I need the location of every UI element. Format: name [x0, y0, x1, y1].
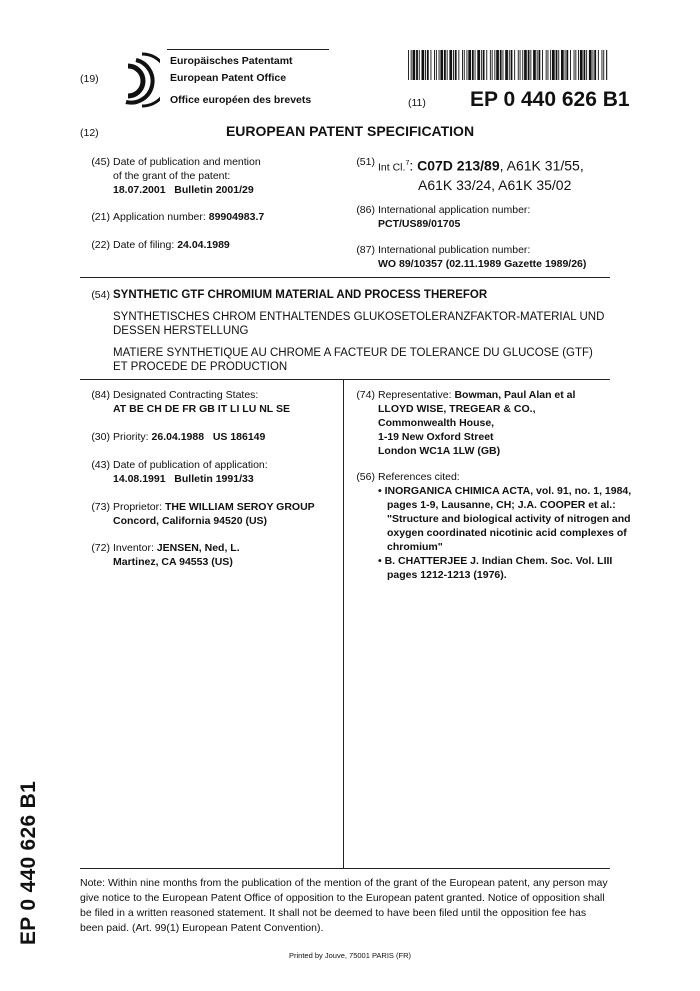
barcode-bar: [522, 50, 523, 80]
reference-text: B. CHATTERJEE J. Indian Chem. Soc. Vol. LIII pages 1212-1213 (1976).: [384, 555, 613, 581]
field-51-code: (51): [356, 156, 375, 168]
barcode-bar: [594, 50, 596, 80]
barcode-bar: [492, 50, 493, 80]
field-84-label: Designated Contracting States:: [113, 389, 259, 401]
field-45-code: (45): [91, 156, 110, 168]
printer-line: Printed by Jouve, 75001 PARIS (FR): [289, 951, 411, 960]
barcode-bar: [552, 50, 555, 80]
field-45-value: 18.07.2001 Bulletin 2001/29: [113, 184, 254, 196]
barcode-bar: [467, 50, 468, 80]
barcode: [408, 50, 608, 80]
barcode-bar: [511, 50, 513, 80]
field-30-value: 26.04.1988 US 186149: [151, 431, 266, 443]
barcode-bar: [530, 50, 531, 80]
barcode-bar: [561, 50, 564, 80]
field-45-label-2: of the grant of the patent:: [113, 170, 231, 182]
field-73-code: (73): [91, 501, 110, 513]
barcode-bar: [584, 50, 586, 80]
barcode-bar: [434, 50, 435, 80]
barcode-bar: [566, 50, 568, 80]
barcode-bar: [603, 50, 604, 80]
barcode-bar: [558, 50, 559, 80]
barcode-bar: [606, 50, 607, 80]
barcode-bar: [490, 50, 491, 80]
barcode-bar: [578, 50, 579, 80]
field-87-label: International publication number:: [378, 244, 531, 256]
barcode-bar: [602, 50, 603, 80]
barcode-bar: [449, 50, 452, 80]
representative-line: 1-19 New Oxford Street: [378, 431, 494, 443]
inventor-address: Martinez, CA 94553 (US): [113, 556, 233, 568]
field-51-label: Int Cl.: [378, 161, 406, 174]
representative-line: Commonwealth House,: [378, 417, 495, 429]
barcode-bar: [486, 50, 487, 80]
barcode-bar: [425, 50, 426, 80]
office-name-fr: Office européen des brevets: [170, 94, 312, 106]
barcode-bar: [447, 50, 448, 80]
barcode-bar: [509, 50, 510, 80]
barcode-bar: [589, 50, 592, 80]
rule-above-note: [80, 868, 610, 869]
field-86-code: (86): [356, 204, 375, 216]
field-87-code: (87): [356, 244, 375, 256]
field-30-label: Priority:: [113, 431, 149, 443]
field-51-sup: 7: [405, 160, 410, 167]
code-11: (11): [408, 97, 426, 109]
field-22-code: (22): [91, 239, 110, 251]
field-21-value: 89904983.7: [208, 211, 265, 223]
field-74-code: (74): [356, 389, 375, 401]
barcode-bar: [514, 50, 515, 80]
opposition-note: Note: Within nine months from the publication of the mention of the grant of the European patent, any person may give notice to the European Patent Office of opposition to the European patent granted. Notice of opposition shall be filed in a written reasoned statement. It shall not be deemed to have been filed until the opposition fee has been paid. (Art. 99(1) European Patent Convention).: [80, 877, 608, 934]
proprietor-name: THE WILLIAM SEROY GROUP: [164, 501, 315, 513]
epo-logo: [112, 50, 160, 108]
barcode-bar: [494, 50, 495, 80]
field-51-rest-1: , A61K 31/55,: [499, 157, 584, 174]
reference-item: • B. CHATTERJEE J. Indian Chem. Soc. Vol. LIII pages 1212-1213 (1976).: [378, 555, 613, 581]
barcode-bar: [528, 50, 530, 80]
barcode-bar: [598, 50, 599, 80]
barcode-bar: [565, 50, 566, 80]
barcode-bar: [477, 50, 480, 80]
column-divider: [343, 379, 344, 868]
field-54-code: (54): [91, 289, 110, 301]
barcode-bar: [503, 50, 504, 80]
side-publication-number: EP 0 440 626 B1: [17, 780, 40, 945]
field-56-code: (56): [356, 471, 375, 483]
barcode-bar: [550, 50, 551, 80]
barcode-bar: [575, 50, 576, 80]
barcode-bar: [413, 50, 416, 80]
office-name-en: European Patent Office: [170, 72, 287, 84]
barcode-bar: [475, 50, 476, 80]
field-21-label: Application number:: [113, 211, 206, 223]
field-72-label: Inventor:: [113, 542, 154, 554]
reference-item: • INORGANICA CHIMICA ACTA, vol. 91, no. 1, 1984, pages 1-9, Lausanne, CH; J.A. COOPER et al.: "Structure and biological activity of nitrogen and oxygen coordinated nicotinic acid complexes of chromium": [378, 485, 632, 553]
document-type: EUROPEAN PATENT SPECIFICATION: [225, 123, 475, 139]
barcode-bar: [408, 50, 409, 80]
field-43-code: (43): [91, 459, 110, 471]
barcode-bar: [542, 50, 543, 80]
barcode-bar: [431, 50, 432, 80]
field-45-label-1: Date of publication and mention: [113, 156, 261, 168]
barcode-bar: [500, 50, 502, 80]
reference-text: INORGANICA CHIMICA ACTA, vol. 91, no. 1, 1984, pages 1-9, Lausanne, CH; J.A. COOPER et al.: "Structure and biological activity of nitrogen and oxygen coordinated nicotinic acid complexes of chromium": [384, 485, 632, 553]
representative-name: Bowman, Paul Alan et al: [454, 389, 576, 401]
field-51-line-2: A61K 33/24, A61K 35/02: [418, 176, 572, 193]
representative-line: London WC1A 1LW (GB): [378, 445, 501, 457]
barcode-bar: [533, 50, 536, 80]
field-22-value: 24.04.1989: [177, 239, 230, 251]
field-21-code: (21): [91, 211, 110, 223]
field-87-value: WO 89/10357 (02.11.1989 Gazette 1989/26): [378, 258, 587, 270]
field-43-label: Date of publication of application:: [113, 459, 268, 471]
barcode-bar: [453, 50, 454, 80]
field-56-label: References cited:: [378, 471, 460, 483]
barcode-bar: [574, 50, 575, 80]
title-french: MATIERE SYNTHETIQUE AU CHROME A FACTEUR DE TOLERANCE DU GLUCOSE (GTF) ET PROCEDE DE PRODUCTION: [113, 347, 593, 373]
barcode-bar: [458, 50, 459, 80]
field-51-main-class: C07D 213/89: [417, 157, 500, 174]
field-86-value: PCT/US89/01705: [378, 218, 461, 230]
barcode-bar: [440, 50, 443, 80]
inventor-name: JENSEN, Ned, L.: [156, 542, 240, 554]
header-rule: [167, 49, 329, 50]
barcode-bar: [524, 50, 527, 80]
barcode-bar: [483, 50, 485, 80]
barcode-bar: [422, 50, 425, 80]
office-name-de: Europäisches Patentamt: [170, 55, 293, 67]
barcode-bar: [593, 50, 594, 80]
barcode-bar: [520, 50, 521, 80]
rule-above-title: [80, 277, 610, 278]
field-73-label: Proprietor:: [113, 501, 163, 513]
rule-below-title: [80, 379, 610, 380]
barcode-bar: [539, 50, 541, 80]
barcode-bar: [518, 50, 519, 80]
barcode-bar: [580, 50, 583, 80]
field-22-label: Date of filing:: [113, 239, 175, 251]
publication-number: EP 0 440 626 B1: [470, 88, 630, 111]
code-19: (19): [80, 73, 99, 85]
barcode-bar: [439, 50, 440, 80]
field-84-code: (84): [91, 389, 110, 401]
barcode-bar: [444, 50, 446, 80]
barcode-bar: [496, 50, 499, 80]
field-43-value: 14.08.1991 Bulletin 1991/33: [113, 473, 254, 485]
field-86-label: International application number:: [378, 204, 531, 216]
field-30-code: (30): [91, 431, 110, 443]
barcode-bar: [570, 50, 571, 80]
barcode-bar: [472, 50, 474, 80]
barcode-bar: [462, 50, 463, 80]
title-english: SYNTHETIC GTF CHROMIUM MATERIAL AND PROCESS THEREFOR: [113, 289, 488, 301]
barcode-bar: [455, 50, 457, 80]
title-german: SYNTHETISCHES CHROM ENTHALTENDES GLUKOSETOLERANZFAKTOR-MATERIAL UND DESSEN HERSTELLUNG: [113, 311, 605, 337]
barcode-bar: [505, 50, 508, 80]
field-74-label: Representative:: [378, 389, 452, 401]
barcode-bar: [464, 50, 465, 80]
proprietor-address: Concord, California 94520 (US): [113, 515, 268, 527]
barcode-bar: [419, 50, 420, 80]
barcode-bar: [436, 50, 437, 80]
representative-line: LLOYD WISE, TREGEAR & CO.,: [378, 403, 536, 415]
barcode-bar: [586, 50, 587, 80]
barcode-bar: [556, 50, 558, 80]
field-84-value: AT BE CH DE FR GB IT LI LU NL SE: [113, 403, 290, 415]
barcode-bar: [411, 50, 412, 80]
code-12: (12): [80, 127, 99, 139]
barcode-bar: [537, 50, 538, 80]
barcode-bar: [427, 50, 429, 80]
barcode-bar: [468, 50, 471, 80]
barcode-bar: [481, 50, 482, 80]
barcode-bar: [546, 50, 547, 80]
barcode-bar: [416, 50, 418, 80]
field-72-code: (72): [91, 542, 110, 554]
barcode-bar: [548, 50, 549, 80]
